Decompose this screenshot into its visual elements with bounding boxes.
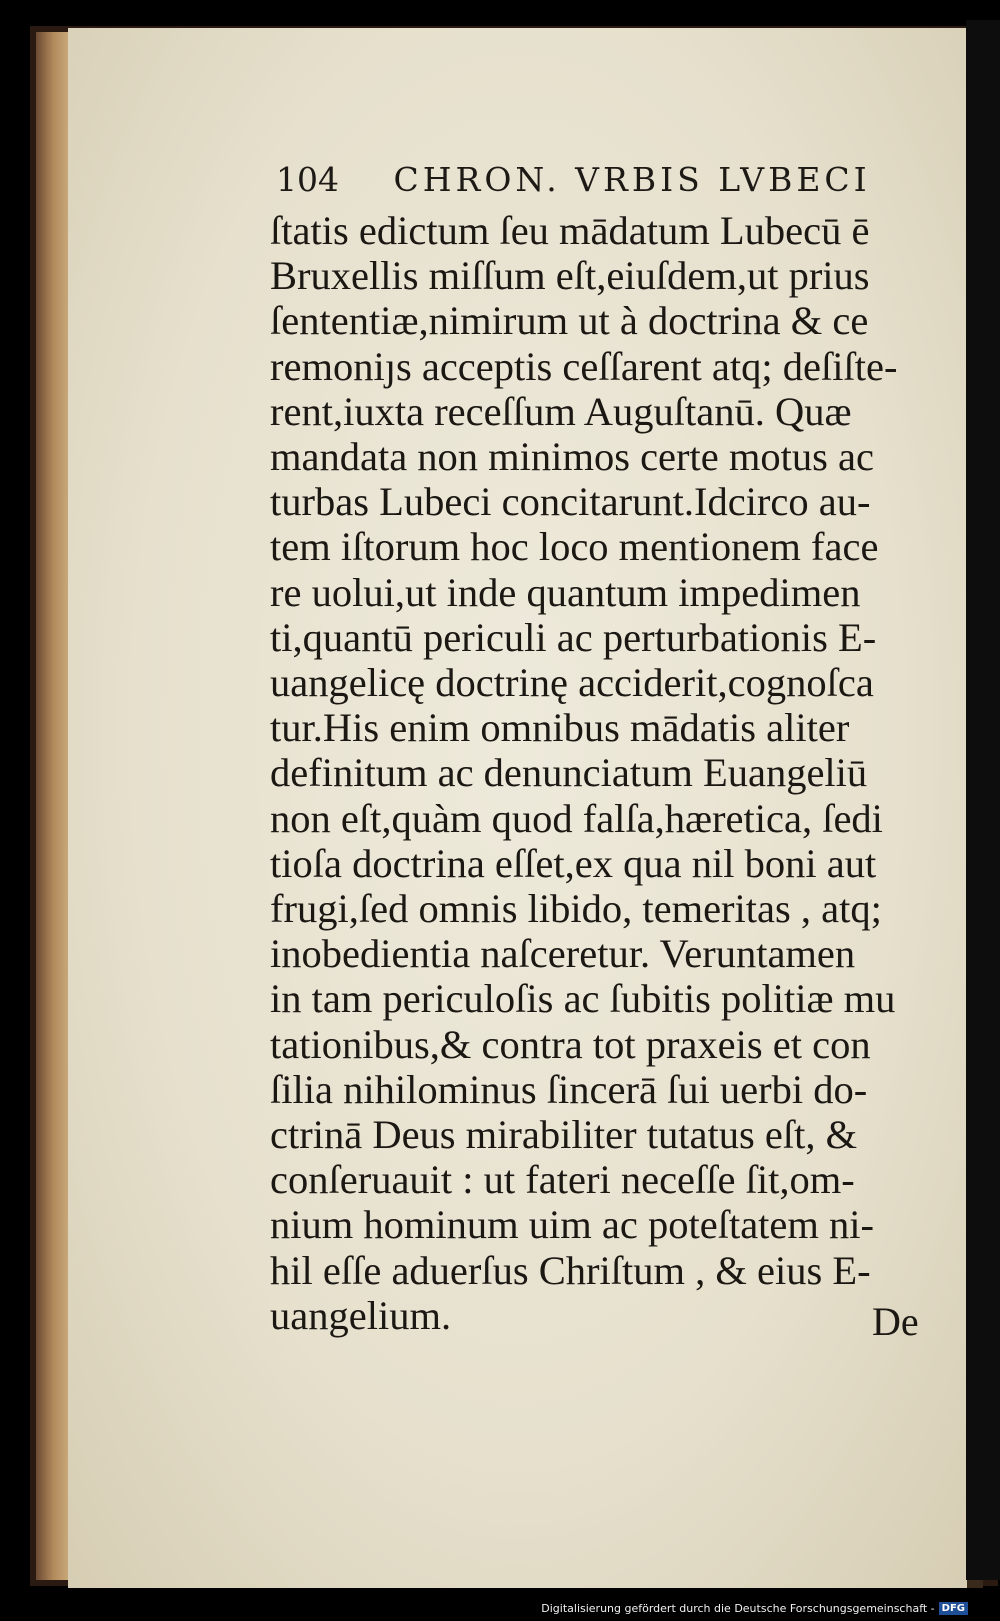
catchword: De	[872, 1299, 919, 1344]
text-line: frugi,ſed omnis libido, temeritas , atq;	[270, 886, 882, 932]
text-line: tem iſtorum hoc loco mentionem face	[270, 524, 879, 570]
text-line: re uolui,ut inde quantum impedimen	[270, 569, 861, 615]
text-line: tioſa doctrina eſſet,ex qua nil boni aut	[270, 840, 877, 886]
text-line: conſeruauit : ut fateri neceſſe ſit,om-	[270, 1157, 855, 1203]
digitization-credit	[541, 1602, 968, 1615]
text-line: tur.His enim omnibus mādatis aliter	[270, 705, 850, 751]
text-line: turbas Lubeci concitarunt.Idcirco au-	[270, 479, 871, 525]
text-line: inobedientia naſceretur. Veruntamen	[270, 931, 856, 977]
text-line: mandata non minimos certe motus ac	[270, 434, 874, 480]
text-line: rent,iuxta receſſum Auguſtanū. Quæ	[270, 388, 852, 434]
text-line: tationibus,& contra tot praxeis et con	[270, 1021, 871, 1067]
text-line: ſententiæ,nimirum ut à doctrina & ce	[270, 298, 869, 344]
text-line: ſilia nihilominus ſincerā ſui uerbi do-	[270, 1066, 868, 1112]
running-head-title: CHRON. VRBIS LVBECI	[393, 160, 871, 199]
text-line: remoniȷs acceptis ceſſarent atq; deſiſte-	[270, 343, 898, 389]
text-line: non eſt,quàm quod falſa,hæretica, ſedi	[270, 795, 883, 841]
credit-text: Digitalisierung gefördert durch die Deutsche Forschungsgemeinschaft -	[541, 1602, 935, 1615]
text-line: uangelicę doctrinę acciderit,cognoſca	[270, 660, 874, 706]
text-line: nium hominum uim ac poteſtatem ni-	[270, 1202, 875, 1248]
body-text	[270, 208, 940, 1338]
text-line: Bruxellis miſſum eſt,eiuſdem,ut prius	[270, 253, 870, 299]
dfg-logo: DFG	[939, 1602, 968, 1615]
text-line: ctrinā Deus mirabiliter tutatus eſt, &	[270, 1112, 858, 1158]
text-line: hil eſſe aduerſus Chriſtum , & eius E-	[270, 1247, 871, 1293]
page-number: 104	[276, 160, 339, 199]
text-line: uangelium.	[270, 1292, 452, 1338]
running-head	[276, 160, 896, 199]
text-line: in tam periculoſis ac ſubitis politiæ mu	[270, 976, 896, 1022]
text-line: ſtatis edictum ſeu mādatum Lubecū ē	[270, 208, 870, 253]
scan-border	[966, 20, 1000, 1580]
text-line: ti,quantū periculi ac perturbationis E-	[270, 614, 877, 660]
text-line: definitum ac denunciatum Euangeliū	[270, 750, 868, 796]
